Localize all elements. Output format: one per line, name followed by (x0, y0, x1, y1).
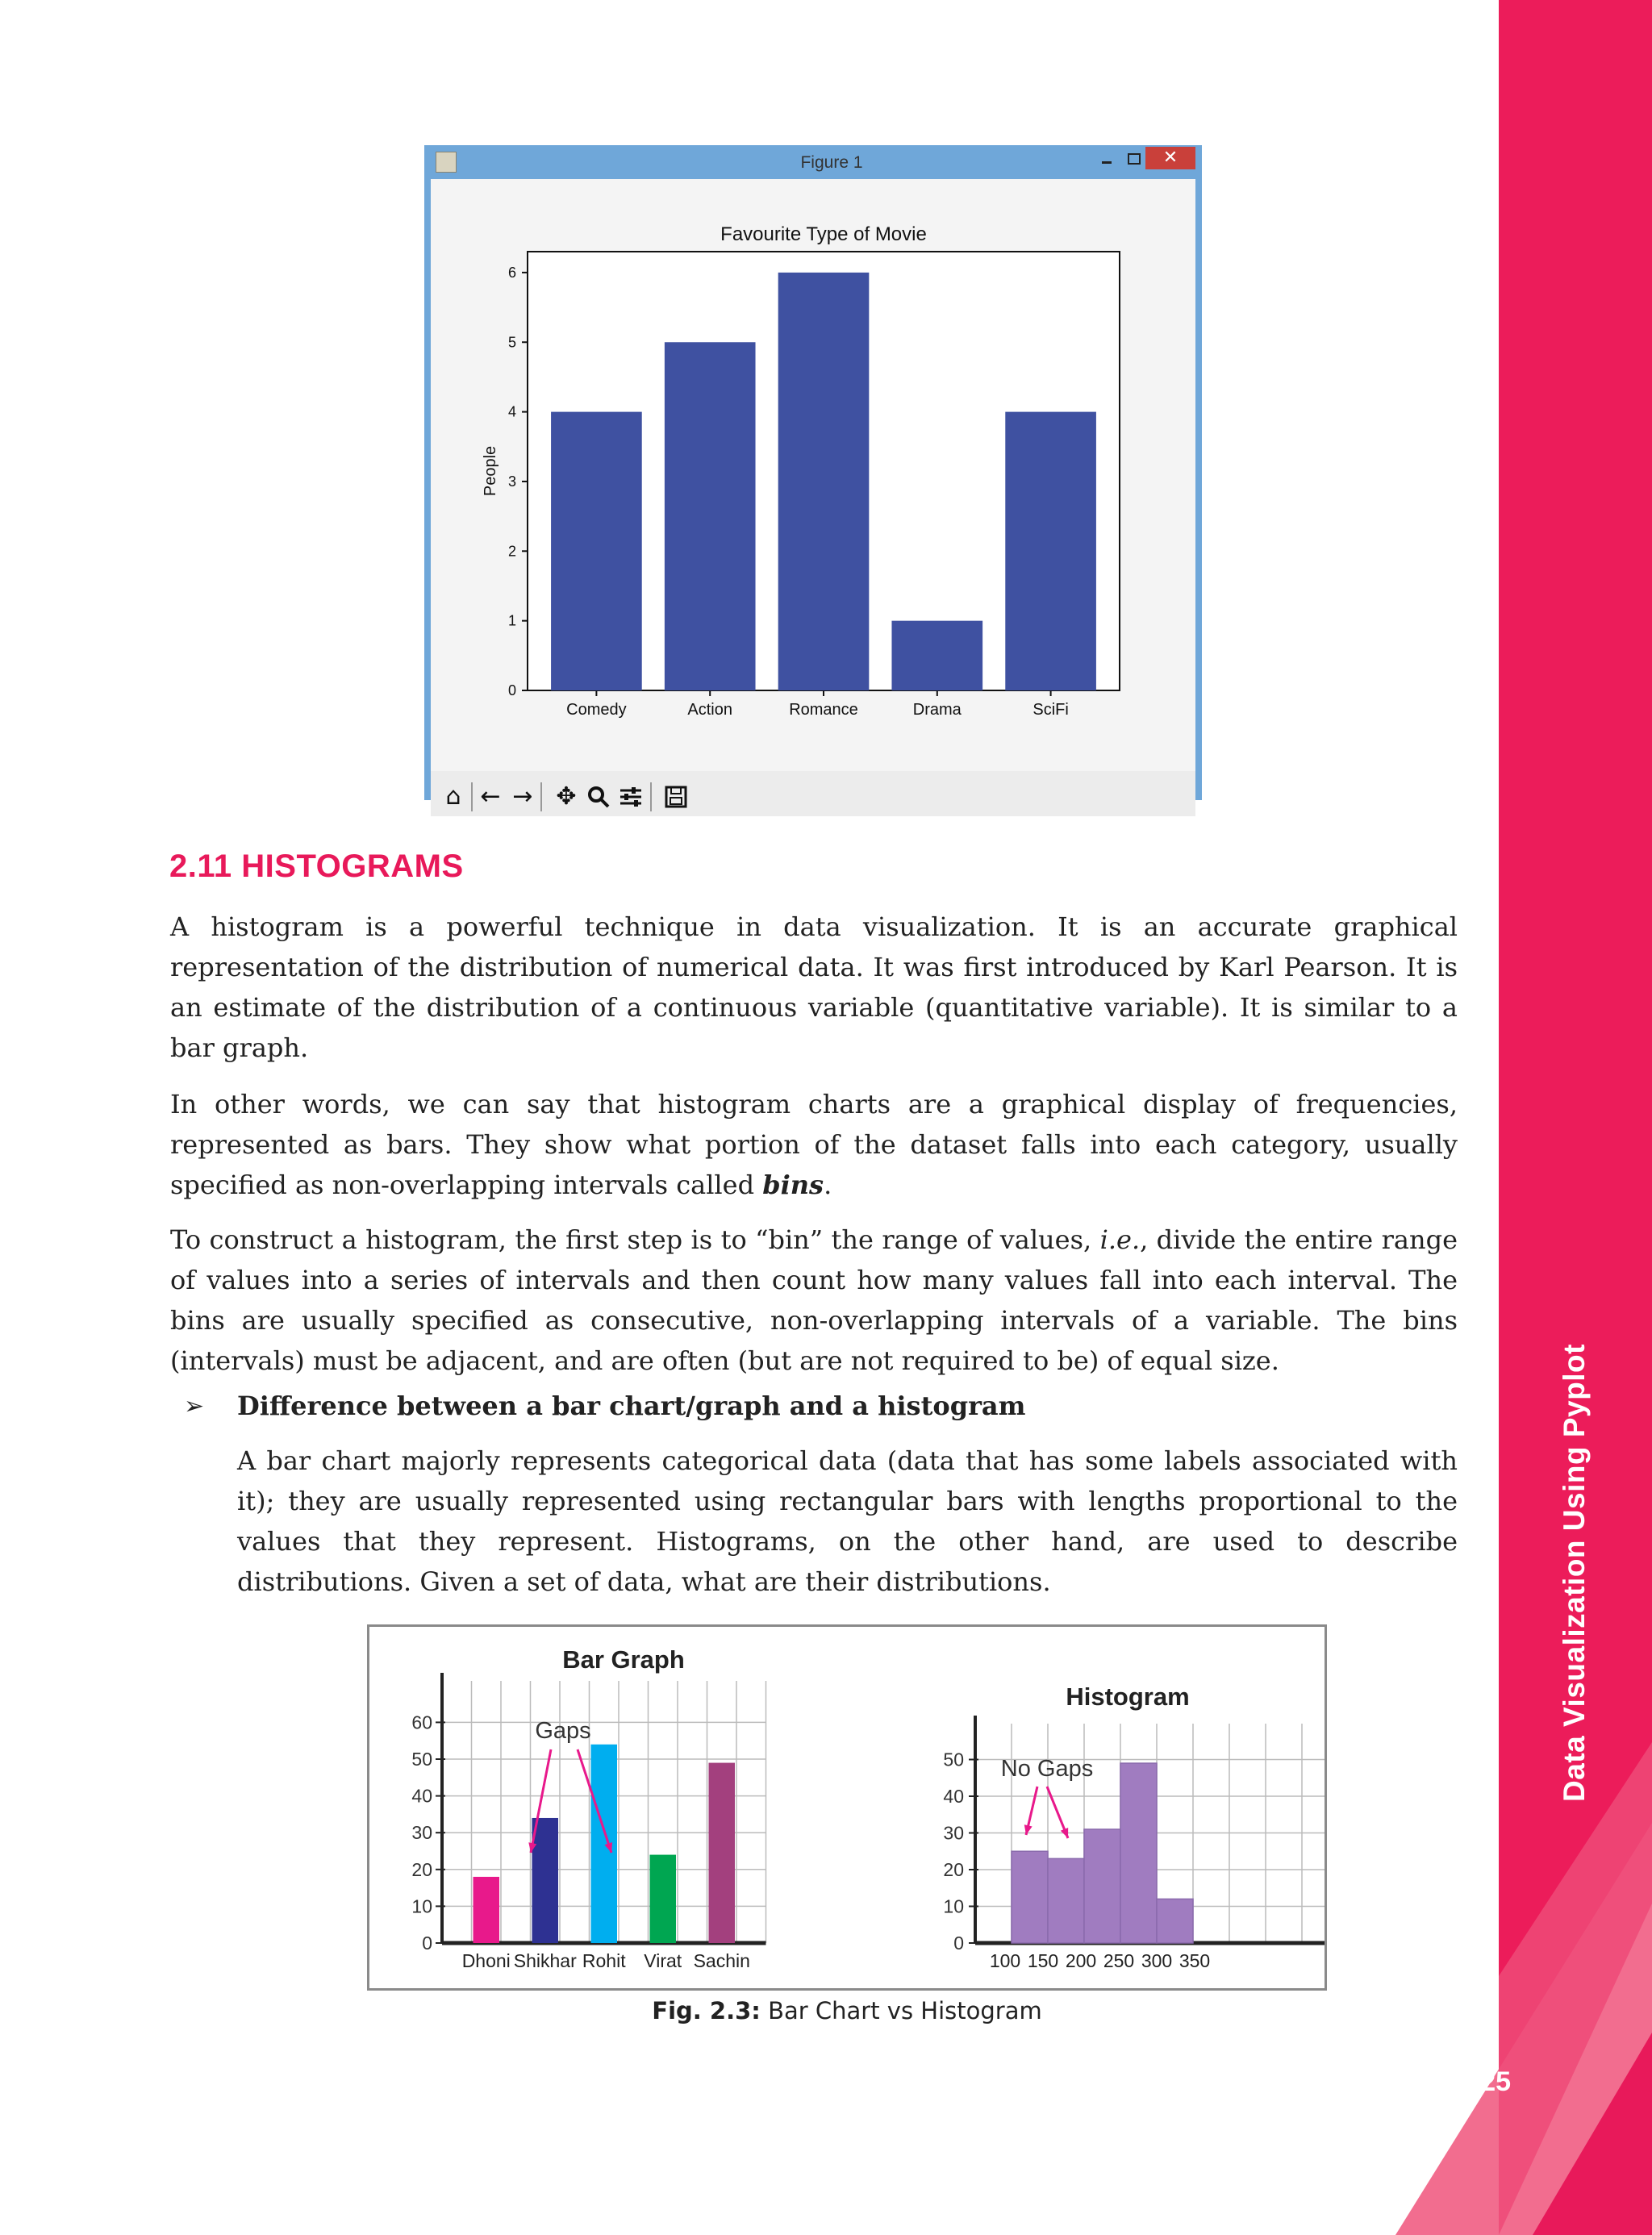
gaps-annotation: Gaps (535, 1718, 591, 1744)
histogram-bin-100 (1012, 1851, 1048, 1943)
y-tick-label: 0 (422, 1933, 432, 1954)
chart-title: Favourite Type of Movie (720, 223, 927, 245)
y-tick-label: 0 (953, 1933, 964, 1954)
y-tick-label: 10 (943, 1895, 964, 1917)
y-tick-label: 40 (943, 1786, 964, 1807)
bar-virat (650, 1855, 677, 1943)
figure-canvas (431, 179, 1195, 811)
y-tick-label: 10 (411, 1895, 432, 1917)
x-tick-label: 100 (989, 1950, 1021, 1971)
x-tick-label: 250 (1103, 1950, 1135, 1971)
page-number: 2.25 (1457, 2066, 1512, 2097)
figure-window (424, 145, 1202, 811)
bar-scifi (1005, 412, 1096, 690)
bar-sachin (709, 1763, 736, 1943)
vertical-title: Data Visualization Using Pyplot (1558, 1344, 1591, 1802)
save-icon[interactable] (660, 781, 692, 813)
paragraph-3: To construct a histogram, the first step is to “bin” the range of values, i.e., divide the entire range of values into a series of intervals and then count how many values fall into each interval. The bins are usually specified as consecutive, non-overlapping intervals of a variable. The bins (intervals) must be adjacent, and are often (but are not required to be) of equal size. (170, 1224, 1458, 1376)
y-tick-label: 0 (507, 682, 516, 698)
movie-bar-chart (431, 179, 1195, 768)
y-tick-label: 6 (507, 264, 516, 281)
y-tick-label: 5 (507, 334, 516, 351)
x-tick-label: Action (687, 701, 732, 719)
bar-graph-title: Bar Graph (562, 1645, 685, 1674)
x-tick-label: Shikhar (513, 1950, 577, 1971)
y-axis-label: People (482, 445, 499, 497)
paragraph-2: In other words, we can say that histogram charts are a graphical display of frequencies, represented as bars. They show what portion of the dataset falls into each category, usually specified as non-overlapping intervals called bins. (170, 1089, 1458, 1200)
x-tick-label: 300 (1141, 1950, 1173, 1971)
no-gaps-annotation: No Gaps (1000, 1756, 1094, 1782)
configure-subplots-icon[interactable] (615, 781, 647, 813)
app-icon (436, 152, 457, 173)
y-tick-label: 40 (411, 1785, 432, 1807)
bar-comedy (551, 412, 642, 690)
y-tick-label: 60 (411, 1712, 432, 1733)
bar-dhoni (473, 1877, 500, 1943)
x-tick-label: Dhoni (461, 1950, 511, 1971)
bullet-paragraph: A bar chart majorly represents categorical data (data that has some labels associated with it); they are usually represented using rectangular bars with lengths proportional to the values that they represent. Histograms, on the other hand, are used to describe distributions. Given a set of data, what are their distributions. (237, 1445, 1458, 1597)
y-tick-label: 50 (411, 1749, 432, 1770)
x-tick-label: Sachin (693, 1950, 750, 1971)
x-tick-label: Romance (789, 701, 858, 719)
toolbar-separator (650, 782, 652, 811)
bar-shikhar (532, 1818, 559, 1943)
y-tick-label: 2 (507, 543, 516, 560)
figure-caption: Fig. 2.3: Bar Chart vs Histogram (652, 1997, 1042, 2024)
paragraph-1: A histogram is a powerful technique in data visualization. It is an accurate graphical representation of the distribution of numerical data. It was first introduced by Karl Pearson. It is an estimate of the distribution of a continuous variable (quantitative variable). It is similar to a bar graph. (170, 911, 1458, 1063)
forward-arrow-icon[interactable]: → (512, 782, 533, 811)
x-tick-label: Rohit (582, 1950, 626, 1971)
minimize-button[interactable] (1095, 148, 1120, 169)
y-tick-label: 4 (507, 403, 516, 420)
bar-romance (778, 273, 870, 690)
bar-drama (891, 621, 982, 690)
y-tick-label: 3 (507, 473, 516, 490)
bullet-arrow-icon: ➢ (184, 1392, 205, 1420)
x-tick-label: 150 (1027, 1950, 1059, 1971)
window-title: Figure 1 (800, 153, 863, 172)
bar-vs-histogram-figure (367, 1624, 1327, 1991)
y-tick-label: 50 (943, 1749, 964, 1770)
toolbar-separator (540, 782, 542, 811)
toolbar-separator (471, 782, 473, 811)
x-tick-label: Comedy (566, 701, 627, 719)
y-tick-label: 20 (943, 1859, 964, 1880)
maximize-button[interactable] (1121, 148, 1145, 169)
x-tick-label: 200 (1065, 1950, 1097, 1971)
bar-vs-histogram-charts (369, 1627, 1325, 1988)
plot-toolbar (431, 771, 1195, 816)
bar-rohit (591, 1745, 618, 1943)
section-heading: 2.11 HISTOGRAMS (169, 849, 464, 884)
x-tick-label: Drama (912, 701, 962, 719)
pan-icon[interactable]: ✥ (556, 782, 577, 811)
x-tick-label: Virat (644, 1950, 682, 1971)
zoom-icon[interactable] (582, 781, 615, 813)
close-button[interactable]: ✕ (1145, 147, 1195, 169)
y-tick-label: 30 (943, 1822, 964, 1844)
y-tick-label: 30 (411, 1822, 432, 1844)
histogram-bin-150 (1048, 1858, 1084, 1943)
histogram-bin-300 (1157, 1899, 1193, 1943)
window-titlebar (424, 145, 1202, 179)
x-tick-label: 350 (1179, 1950, 1211, 1971)
bullet-heading: Difference between a bar chart/graph and a histogram (237, 1391, 1026, 1421)
y-tick-label: 20 (411, 1858, 432, 1880)
histogram-bin-200 (1084, 1829, 1120, 1943)
histogram-title: Histogram (1066, 1683, 1190, 1711)
histogram-bin-250 (1120, 1763, 1157, 1943)
back-arrow-icon[interactable]: ← (480, 782, 501, 811)
x-tick-label: SciFi (1032, 701, 1069, 719)
home-icon[interactable]: ⌂ (445, 782, 461, 811)
bar-action (665, 342, 756, 690)
y-tick-label: 1 (507, 612, 516, 629)
